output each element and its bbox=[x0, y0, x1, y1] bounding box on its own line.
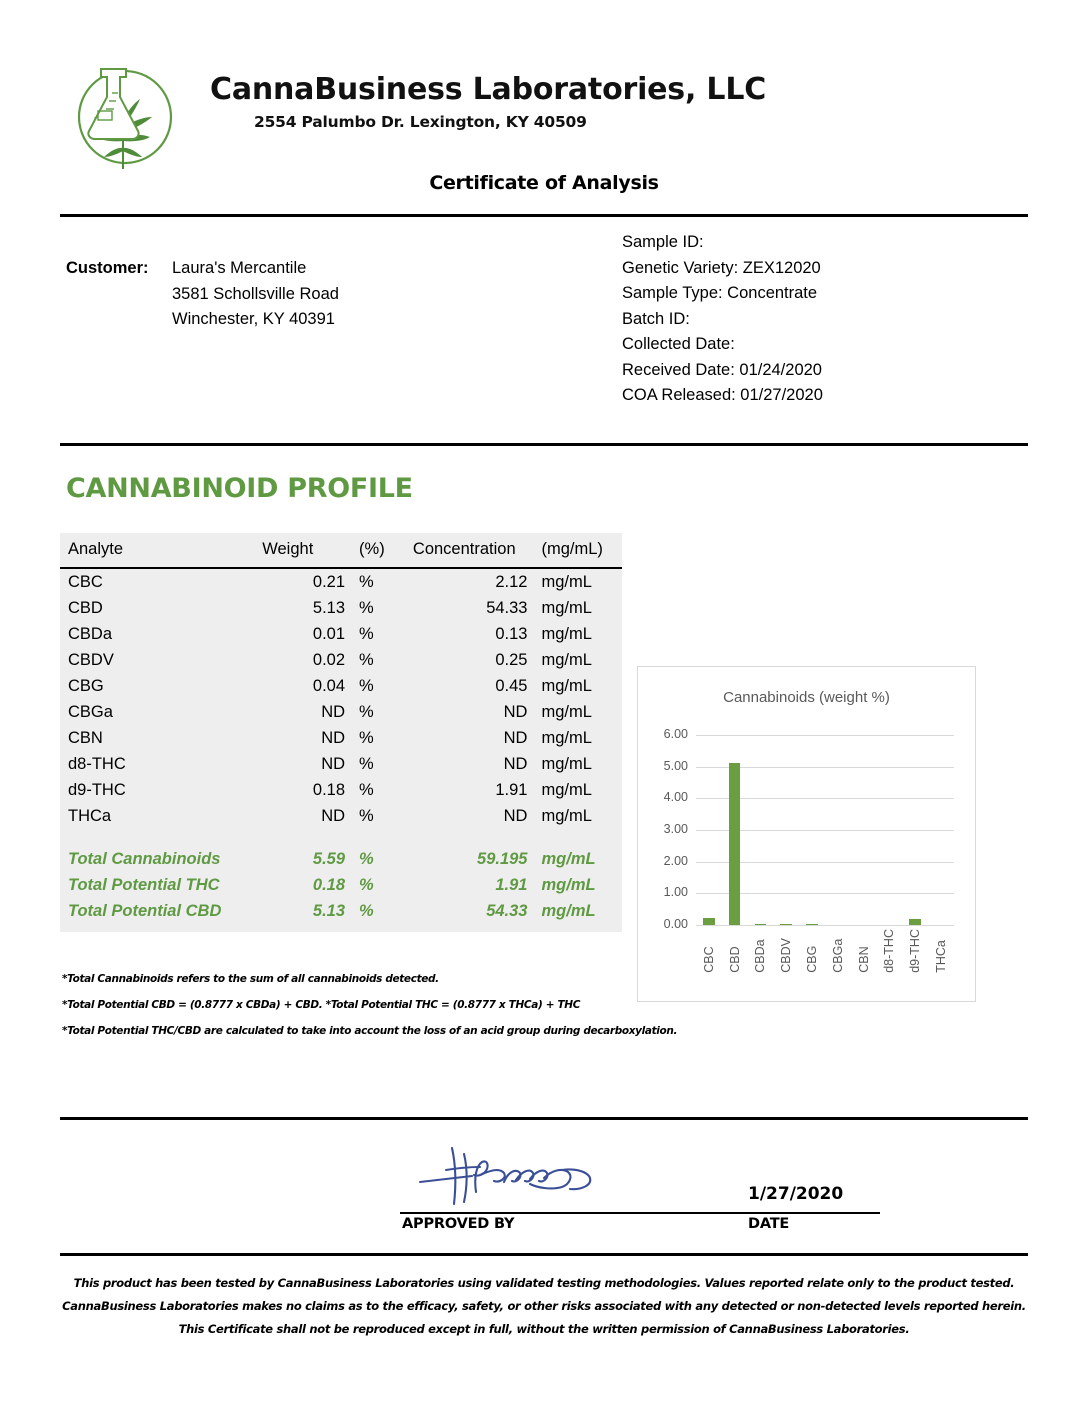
table-row bbox=[60, 673, 622, 699]
cell-conc: ND bbox=[503, 754, 528, 773]
chart-title: Cannabinoids (weight %) bbox=[723, 689, 890, 706]
chart-plot-area bbox=[663, 727, 954, 931]
table-spacer-row bbox=[60, 829, 622, 846]
cell-weight: 5.59 bbox=[312, 849, 346, 868]
footnote-1: *Total Cannabinoids refers to the sum of all cannabinoids detected. bbox=[62, 973, 439, 985]
chart-bar-slot bbox=[928, 735, 954, 925]
cell-analyte: d8-THC bbox=[68, 754, 126, 773]
chart-x-axis-labels bbox=[696, 929, 954, 973]
chart-bar bbox=[806, 924, 818, 925]
chart-y-tick-label: 1.00 bbox=[663, 885, 688, 900]
cell-unit: mg/mL bbox=[541, 901, 596, 920]
chart-gridline bbox=[696, 925, 954, 926]
cell-weight: 0.02 bbox=[312, 650, 346, 669]
table-row bbox=[60, 777, 622, 803]
genetic-variety: Genetic Variety: ZEX12020 bbox=[622, 258, 821, 277]
chart-x-label-slot bbox=[799, 929, 825, 973]
divider-top bbox=[60, 214, 1028, 217]
sample-id: Sample ID: bbox=[622, 233, 704, 251]
cell-unit: mg/mL bbox=[541, 676, 592, 695]
chart-bar-slot bbox=[877, 735, 903, 925]
chart-bar bbox=[780, 924, 792, 925]
table-row bbox=[60, 568, 622, 595]
chart-bar-slot bbox=[773, 735, 799, 925]
chart-x-tick-label: CBG bbox=[805, 945, 820, 973]
col-header-weight: Weight bbox=[262, 533, 345, 568]
chart-x-tick-label: CBGa bbox=[830, 938, 845, 973]
chart-x-label-slot bbox=[696, 929, 722, 973]
chart-bars bbox=[696, 735, 954, 925]
chart-y-tick-label: 4.00 bbox=[663, 790, 688, 805]
chart-x-label-slot bbox=[748, 929, 774, 973]
page-title: Certificate of Analysis bbox=[429, 172, 659, 194]
chart-bar-slot bbox=[902, 735, 928, 925]
cell-pct: % bbox=[359, 780, 374, 799]
divider-signature-top bbox=[60, 1117, 1028, 1120]
chart-x-tick-label: THCa bbox=[934, 940, 949, 973]
cell-analyte: Total Potential CBD bbox=[68, 901, 222, 920]
table-body bbox=[60, 568, 622, 924]
disclaimer-line-2: CannaBusiness Laboratories makes no claims as to the efficacy, safety, or other risks associated with any detected or non-detected levels reported herein. bbox=[62, 1299, 1026, 1313]
approved-by-label: APPROVED BY bbox=[402, 1216, 515, 1232]
chart-bar-slot bbox=[825, 735, 851, 925]
lab-address: 2554 Palumbo Dr. Lexington, KY 40509 bbox=[254, 113, 587, 131]
cell-weight: ND bbox=[321, 728, 346, 747]
chart-x-tick-label: CBDV bbox=[779, 938, 794, 973]
cell-pct: % bbox=[359, 754, 374, 773]
chart-x-tick-label: CBN bbox=[856, 946, 871, 973]
table-row bbox=[60, 725, 622, 751]
cell-pct: % bbox=[359, 598, 374, 617]
approval-block bbox=[400, 1140, 880, 1240]
chart-x-label-slot bbox=[722, 929, 748, 973]
divider-section bbox=[60, 443, 1028, 446]
cell-unit: mg/mL bbox=[541, 806, 592, 825]
footnote-2: *Total Potential CBD = (0.8777 x CBDa) + CBD. *Total Potential THC = (0.8777 x THCa) + THC bbox=[62, 999, 581, 1011]
chart-y-tick-label: 0.00 bbox=[663, 917, 688, 931]
disclaimer-line-1: This product has been tested by CannaBusiness Laboratories using validated testing methodologies. Values reported relate only to the product tested. bbox=[73, 1276, 1015, 1290]
cell-pct: % bbox=[359, 875, 374, 894]
cell-pct: % bbox=[359, 624, 374, 643]
chart-y-tick-label: 5.00 bbox=[663, 758, 688, 773]
cell-pct: % bbox=[359, 676, 374, 695]
spacer-cell bbox=[60, 829, 622, 846]
cell-unit: mg/mL bbox=[541, 849, 596, 868]
cell-unit: mg/mL bbox=[541, 702, 592, 721]
cell-unit: mg/mL bbox=[541, 875, 596, 894]
cell-weight: 5.13 bbox=[312, 901, 346, 920]
table-total-row bbox=[60, 846, 622, 872]
chart-x-label-slot bbox=[773, 929, 799, 973]
cell-pct: % bbox=[359, 849, 374, 868]
cell-analyte: CBC bbox=[68, 572, 103, 591]
chart-bar-slot bbox=[748, 735, 774, 925]
cell-conc: ND bbox=[503, 728, 528, 747]
cell-conc: 2.12 bbox=[495, 572, 528, 591]
cell-weight: 0.04 bbox=[312, 676, 346, 695]
cell-conc: ND bbox=[503, 702, 528, 721]
col-header-concentration: Concentration bbox=[413, 533, 528, 568]
approval-date: 1/27/2020 bbox=[748, 1184, 844, 1204]
sample-details bbox=[622, 230, 823, 409]
cell-weight: ND bbox=[321, 806, 346, 825]
chart-bar bbox=[729, 763, 741, 925]
coa-released-date: COA Released: 01/27/2020 bbox=[622, 386, 823, 404]
chart-x-tick-label: CBD bbox=[727, 946, 742, 973]
table-row bbox=[60, 699, 622, 725]
cell-weight: 5.13 bbox=[312, 598, 346, 617]
chart-y-tick-label: 2.00 bbox=[663, 853, 688, 868]
table-row bbox=[60, 751, 622, 777]
chart-x-label-slot bbox=[851, 929, 877, 973]
cell-pct: % bbox=[359, 728, 374, 747]
chart-x-label-slot bbox=[825, 929, 851, 973]
footnote-3: *Total Potential THC/CBD are calculated to take into account the loss of an acid group during decarboxylation. bbox=[62, 1025, 678, 1037]
chart-bar bbox=[755, 924, 767, 925]
cell-conc: 1.91 bbox=[495, 780, 528, 799]
signature-rule bbox=[400, 1212, 880, 1214]
cell-weight: 0.18 bbox=[312, 875, 346, 894]
cell-analyte: CBD bbox=[68, 598, 103, 617]
customer-city-state-zip: Winchester, KY 40391 bbox=[172, 310, 335, 328]
cannabinoid-table-container bbox=[60, 533, 622, 932]
batch-id: Batch ID: bbox=[622, 309, 690, 328]
sample-type: Sample Type: Concentrate bbox=[622, 284, 818, 302]
cell-conc: ND bbox=[503, 806, 528, 825]
cell-conc: 0.45 bbox=[495, 676, 528, 695]
cannabinoids-bar-chart bbox=[637, 666, 976, 1002]
section-heading: CANNABINOID PROFILE bbox=[66, 473, 413, 504]
footer-disclaimer bbox=[60, 1272, 1028, 1341]
cell-unit: mg/mL bbox=[541, 780, 592, 799]
cell-conc: 1.91 bbox=[495, 875, 528, 894]
cell-unit: mg/mL bbox=[541, 624, 592, 643]
table-header-row bbox=[60, 533, 622, 568]
sample-info-block bbox=[60, 230, 1028, 425]
chart-bar-slot bbox=[851, 735, 877, 925]
chart-x-tick-label: CBDa bbox=[753, 939, 768, 973]
collected-date: Collected Date: bbox=[622, 335, 735, 353]
disclaimer-line-3: This Certificate shall not be reproduced except in full, without the written permission of CannaBusiness Laboratories. bbox=[178, 1322, 910, 1336]
table-row bbox=[60, 803, 622, 829]
signature-image bbox=[412, 1140, 632, 1219]
cell-analyte: CBG bbox=[68, 676, 104, 695]
cell-pct: % bbox=[359, 806, 374, 825]
col-header-unit: (mg/mL) bbox=[527, 533, 622, 568]
cell-pct: % bbox=[359, 650, 374, 669]
cell-unit: mg/mL bbox=[541, 728, 592, 747]
table-row bbox=[60, 647, 622, 673]
document-header bbox=[60, 50, 1028, 200]
chart-x-label-slot bbox=[877, 929, 903, 973]
cell-unit: mg/mL bbox=[541, 572, 592, 591]
cell-analyte: Total Potential THC bbox=[68, 875, 220, 894]
cannabinoid-table bbox=[60, 533, 622, 924]
table-row bbox=[60, 595, 622, 621]
received-date: Received Date: 01/24/2020 bbox=[622, 360, 822, 379]
table-total-row bbox=[60, 898, 622, 924]
customer-street: 3581 Schollsville Road bbox=[172, 284, 339, 303]
cell-analyte: CBDa bbox=[68, 624, 113, 643]
cell-pct: % bbox=[359, 901, 374, 920]
chart-x-label-slot bbox=[902, 929, 928, 973]
chart-bar bbox=[703, 918, 715, 925]
cell-conc: 0.13 bbox=[495, 624, 528, 643]
flask-leaf-logo-icon bbox=[68, 55, 176, 173]
col-header-percent: (%) bbox=[345, 533, 413, 568]
cell-conc: 54.33 bbox=[486, 901, 528, 920]
cell-pct: % bbox=[359, 572, 374, 591]
cell-analyte: CBDV bbox=[68, 650, 114, 669]
table-row bbox=[60, 621, 622, 647]
chart-x-tick-label: CBC bbox=[701, 946, 716, 973]
cell-weight: ND bbox=[321, 702, 346, 721]
cell-unit: mg/mL bbox=[541, 650, 592, 669]
cell-analyte: CBGa bbox=[68, 702, 113, 721]
table-total-row bbox=[60, 872, 622, 898]
cell-pct: % bbox=[359, 702, 374, 721]
chart-x-tick-label: d9-THC bbox=[908, 929, 923, 973]
cell-weight: 0.18 bbox=[312, 780, 346, 799]
customer-label: Customer: bbox=[66, 259, 149, 277]
customer-address-block bbox=[172, 256, 339, 333]
cell-unit: mg/mL bbox=[541, 754, 592, 773]
chart-bar bbox=[909, 919, 921, 925]
cell-unit: mg/mL bbox=[541, 598, 592, 617]
customer-name: Laura's Mercantile bbox=[172, 259, 307, 277]
cell-analyte: THCa bbox=[68, 806, 112, 825]
cell-analyte: CBN bbox=[68, 728, 103, 747]
chart-y-tick-label: 3.00 bbox=[663, 822, 688, 836]
date-label: DATE bbox=[748, 1216, 790, 1232]
cell-conc: 0.25 bbox=[495, 650, 528, 669]
chart-x-tick-label: d8-THC bbox=[882, 929, 897, 973]
cell-weight: 0.01 bbox=[312, 624, 346, 643]
cell-analyte: Total Cannabinoids bbox=[68, 849, 221, 868]
cell-analyte: d9-THC bbox=[68, 780, 126, 799]
chart-bar-slot bbox=[696, 735, 722, 925]
cell-weight: 0.21 bbox=[312, 572, 346, 591]
cell-conc: 59.195 bbox=[477, 849, 528, 868]
chart-bar-slot bbox=[722, 735, 748, 925]
lab-name: CannaBusiness Laboratories, LLC bbox=[210, 72, 767, 107]
cell-weight: ND bbox=[321, 754, 346, 773]
chart-x-label-slot bbox=[928, 929, 954, 973]
cell-conc: 54.33 bbox=[486, 598, 528, 617]
chart-bar-slot bbox=[799, 735, 825, 925]
col-header-analyte: Analyte bbox=[60, 533, 262, 568]
brand-block bbox=[210, 72, 970, 131]
chart-y-tick-label: 6.00 bbox=[663, 727, 688, 741]
divider-footer bbox=[60, 1253, 1028, 1256]
